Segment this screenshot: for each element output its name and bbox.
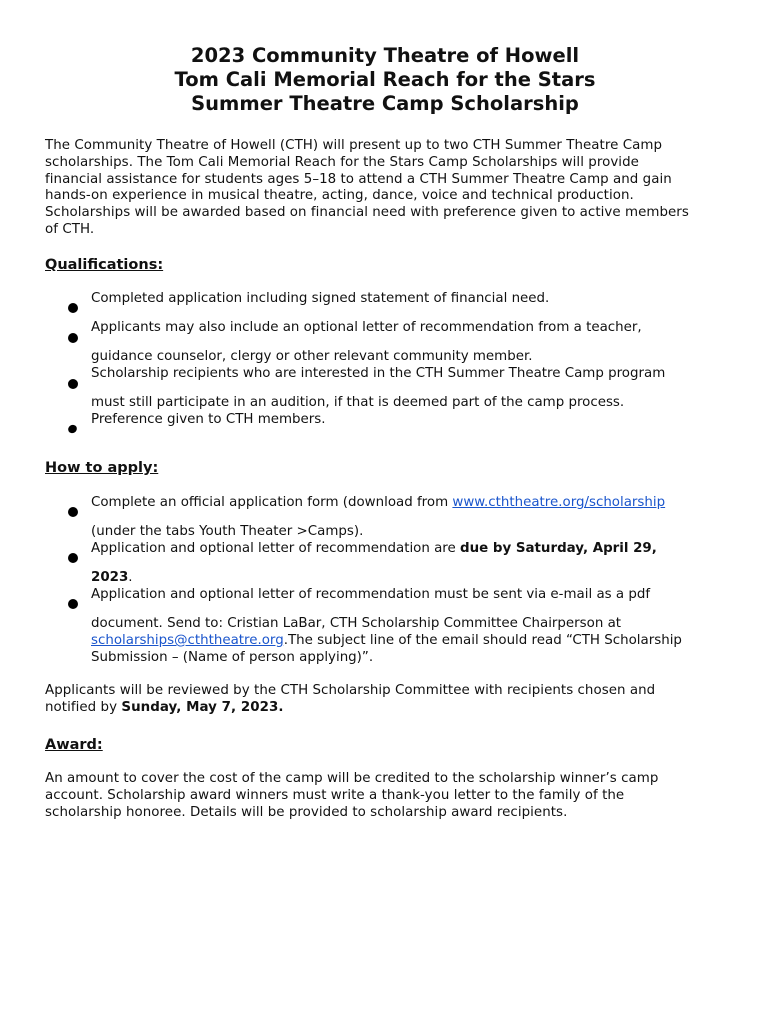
intro-line: financial assistance for students ages 5–18 to attend a CTH Summer Theatre Camp and gain [45, 171, 672, 187]
qualifications-heading: Qualifications: [45, 257, 164, 273]
qualification-item-continued [91, 395, 721, 412]
apply-text: document. Send to: Cristian LaBar, CTH Scholarship Committee Chairperson at [91, 616, 622, 631]
award-line: An amount to cover the cost of the camp will be credited to the scholarship winner’s camp [45, 771, 659, 786]
apply-text: Application and optional letter of recommendation must be sent via e-mail as a pdf [91, 587, 651, 602]
intro-line: Scholarships will be awarded based on financial need with preference given to active members [45, 205, 689, 221]
due-date: due by Saturday, April 29, [460, 541, 657, 556]
review-line: Applicants will be reviewed by the CTH Scholarship Committee with recipients chosen and [45, 683, 656, 698]
award-line: scholarship honoree. Details will be provided to scholarship award recipients. [45, 804, 568, 820]
scholarship-link[interactable]: www.cththeatre.org/scholarship [452, 495, 666, 510]
apply-item-continued [91, 524, 721, 541]
award-line: account. Scholarship award winners must write a thank-you letter to the family of the [45, 787, 625, 803]
intro-line: The Community Theatre of Howell (CTH) will present up to two CTH Summer Theatre Camp [45, 138, 663, 153]
qualification-text: must still participate in an audition, if that is deemed part of the camp process. [91, 395, 625, 410]
apply-text: Complete an official application form (download from [91, 495, 453, 510]
bullet-icon [68, 507, 78, 517]
title-line-2: Tom Cali Memorial Reach for the Stars [174, 68, 596, 91]
apply-text: . [128, 570, 133, 585]
qualification-text: Applicants may also include an optional letter of recommendation from a teacher, [91, 320, 642, 335]
qualification-item [91, 320, 721, 337]
intro-paragraph [45, 138, 725, 239]
qualification-text: Completed application including signed statement of financial need. [91, 291, 550, 306]
qualification-item [91, 291, 721, 308]
qualification-item-continued [91, 349, 721, 366]
review-text: notified by [45, 699, 122, 715]
review-line [45, 700, 725, 717]
apply-item-continued [91, 650, 721, 667]
apply-item-continued [91, 570, 721, 587]
qualification-text: Preference given to CTH members. [91, 412, 326, 427]
intro-line: hands-on experience in musical theatre, acting, dance, voice and technical production. [45, 188, 634, 204]
bullet-icon [67, 423, 79, 434]
review-paragraph [45, 683, 725, 717]
intro-line: scholarships. The Tom Cali Memorial Reach for the Stars Camp Scholarships will provide [45, 154, 639, 170]
apply-item [91, 541, 721, 558]
qualification-item [91, 412, 721, 429]
bullet-icon [68, 553, 78, 563]
intro-line: of CTH. [45, 221, 95, 237]
apply-text: .The subject line of the email should read “CTH Scholarship [283, 633, 682, 648]
bullet-icon [68, 333, 78, 343]
qualification-text: Scholarship recipients who are interested in the CTH Summer Theatre Camp program [91, 366, 666, 381]
apply-item-continued [91, 616, 721, 633]
apply-item-continued [91, 633, 721, 650]
apply-item [91, 587, 721, 604]
apply-text: Application and optional letter of recommendation are [91, 541, 461, 556]
notification-date: Sunday, May 7, 2023. [121, 699, 284, 715]
title-line-1: 2023 Community Theatre of Howell [190, 44, 580, 67]
bullet-icon [68, 303, 78, 313]
qualification-text: guidance counselor, clergy or other relevant community member. [91, 349, 533, 364]
award-heading: Award: [45, 737, 103, 753]
apply-text: Submission – (Name of person applying)”. [91, 650, 374, 665]
award-paragraph [45, 771, 725, 821]
apply-item [91, 495, 721, 512]
bullet-icon [68, 379, 78, 389]
document-title [0, 44, 770, 116]
title-line-3: Summer Theatre Camp Scholarship [191, 92, 579, 115]
qualification-item [91, 366, 721, 383]
scholarship-email-link[interactable]: scholarships@cththeatre.org [91, 633, 284, 648]
due-year: 2023 [91, 570, 129, 585]
bullet-icon [68, 599, 78, 609]
how-to-apply-heading: How to apply: [45, 460, 159, 476]
apply-text: (under the tabs Youth Theater >Camps). [91, 524, 364, 539]
